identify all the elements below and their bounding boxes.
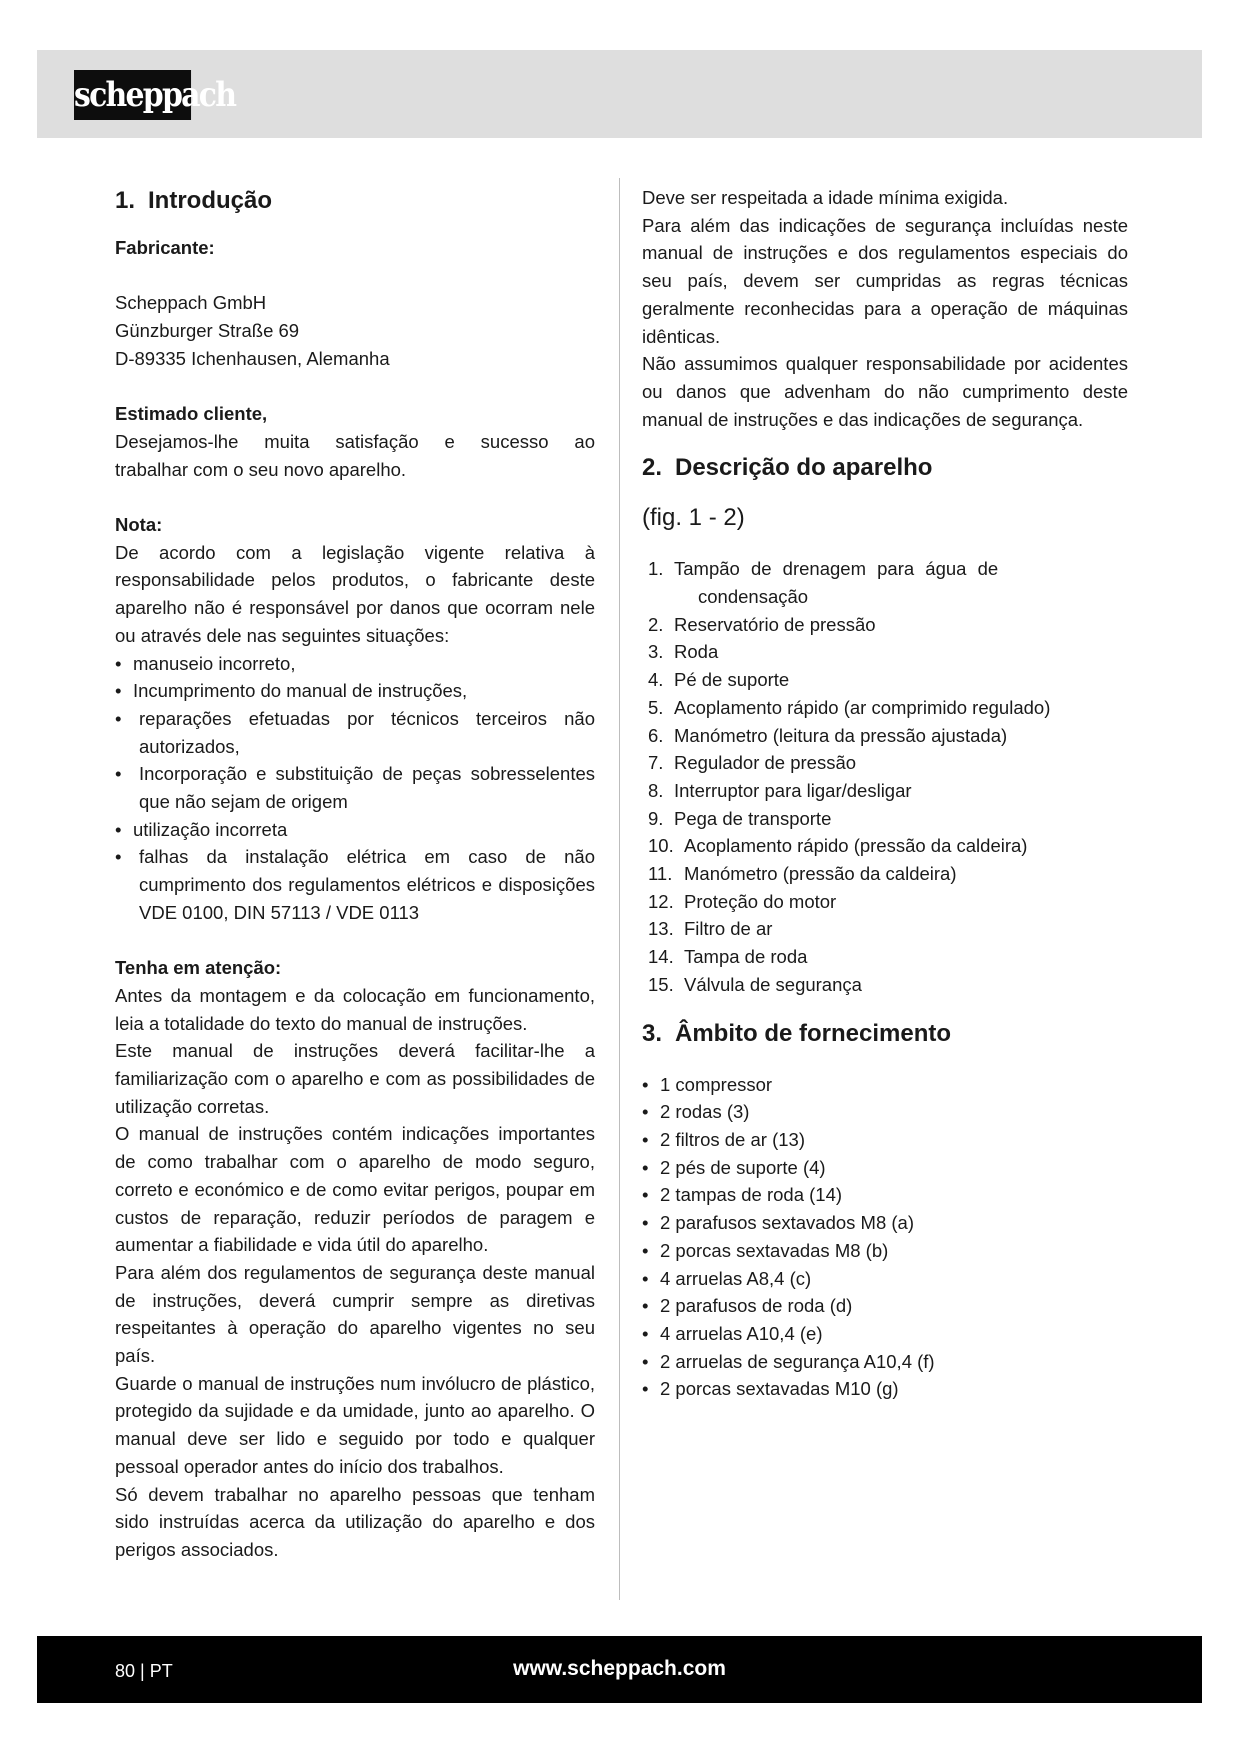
list-item: • 2 rodas (3) — [642, 1101, 750, 1123]
attention-label: Tenha em atenção: — [115, 957, 282, 979]
intro-paragraph: Não assumimos qualquer responsabilidade por acidentes ou danos que advenham do não cumprimento deste manual de instruções e das indicações de segurança. — [642, 353, 1128, 430]
list-item: 5. Acoplamento rápido (ar comprimido regulado) — [648, 696, 1051, 718]
list-item: 12. Proteção do motor — [648, 890, 837, 912]
list-item: 7. Regulador de pressão — [648, 752, 857, 774]
list-item: 3. Roda — [648, 641, 719, 663]
section-heading-introduction: 1. Introdução — [115, 187, 272, 214]
greeting-text-line-2: trabalhar com o seu novo aparelho. — [115, 458, 407, 480]
list-item: • 2 porcas sextavadas M8 (b) — [642, 1239, 889, 1261]
page-number: 80 | PT — [115, 1661, 173, 1681]
header-band — [37, 50, 1202, 138]
company-street: Günzburger Straße 69 — [115, 320, 300, 342]
list-item: • 2 tampas de roda (14) — [642, 1184, 843, 1206]
list-item: • Incumprimento do manual de instruções, — [115, 680, 468, 702]
left-column — [115, 186, 595, 1564]
list-item: • 2 pés de suporte (4) — [642, 1156, 826, 1178]
list-item: 2. Reservatório de pressão — [648, 613, 876, 635]
list-item: • 4 arruelas A10,4 (e) — [642, 1322, 823, 1344]
attention-paragraph: Para além dos regulamentos de segurança deste manual de instruções, deverá cumprir sempre as diretivas respeitantes à operação do aparelho vigentes no seu país. — [115, 1261, 595, 1367]
list-item: 10. Acoplamento rápido (pressão da caldeira) — [648, 835, 1028, 857]
list-item: • 2 porcas sextavadas M10 (g) — [642, 1378, 899, 1400]
list-item: 4. Pé de suporte — [648, 669, 790, 691]
list-item: • 1 compressor — [642, 1073, 773, 1095]
company-name: Scheppach GmbH — [115, 292, 267, 314]
section-heading-scope: 3. Âmbito de fornecimento — [642, 1019, 952, 1047]
attention-paragraph: Guarde o manual de instruções num invólucro de plástico, protegido da sujidade e da umidade, junto ao aparelho. O manual deve ser lido e seguido por todo e qualquer pessoal operador antes do início dos trabalhos. — [115, 1372, 595, 1477]
note-label: Nota: — [115, 513, 163, 535]
scope-list — [642, 1071, 1128, 1403]
website-link[interactable]: www.scheppach.com — [513, 1657, 726, 1680]
intro-paragraph: Deve ser respeitada a idade mínima exigida. — [642, 187, 1009, 208]
list-item: • 2 filtros de ar (13) — [642, 1128, 805, 1150]
list-item: • Incorporação e substituição de peças sobresselentes que não sejam de origem — [115, 763, 595, 813]
list-item: 14. Tampa de roda — [648, 946, 808, 968]
column-divider — [619, 178, 620, 1600]
list-item: 1. Tampão de drenagem para água de — [648, 558, 999, 580]
figure-reference: (fig. 1 - 2) — [642, 504, 745, 532]
list-item: 11. Manómetro (pressão da caldeira) — [648, 863, 957, 885]
attention-paragraph: Este manual de instruções deverá facilitar-lhe a familiarização com o aparelho e com as possibilidades de utilização corretas. — [115, 1040, 595, 1117]
attention-paragraph: Antes da montagem e da colocação em funcionamento, leia a totalidade do texto do manual de instruções. — [115, 984, 595, 1034]
attention-paragraph: O manual de instruções contém indicações importantes de como trabalhar com o aparelho de modo seguro, correto e económico e de como evitar perigos, poupar em custos de reparação, reduzir períodos de paragem e aumentar a fiabilidade e vida útil do aparelho. — [115, 1123, 595, 1256]
greeting: Estimado cliente, — [115, 403, 268, 425]
manufacturer-label: Fabricante: — [115, 237, 215, 258]
company-city: D-89335 Ichenhausen, Alemanha — [115, 347, 390, 369]
note-text: De acordo com a legislação vigente relativa à responsabilidade pelos produtos, o fabricante deste aparelho não é responsável por danos que ocorram nele ou através dele nas seguintes situações: — [115, 541, 595, 646]
list-item: • 2 parafusos de roda (d) — [642, 1295, 853, 1317]
section-heading-description: 2. Descrição do aparelho — [642, 454, 933, 482]
right-column — [642, 186, 1128, 1403]
list-item: • manuseio incorreto, — [115, 652, 296, 674]
attention-paragraph: Só devem trabalhar no aparelho pessoas que tenham sido instruídas acerca da utilização do aparelho e dos perigos associados. — [115, 1483, 595, 1560]
list-item: 13. Filtro de ar — [648, 918, 773, 940]
list-item: 6. Manómetro (leitura da pressão ajustada) — [648, 724, 1008, 746]
brand-logo: scheppach — [74, 70, 191, 120]
list-item: • 2 parafusos sextavados M8 (a) — [642, 1212, 914, 1234]
list-item: 15. Válvula de segurança — [648, 973, 862, 995]
list-item: • utilização incorreta — [115, 818, 288, 840]
list-item: • falhas da instalação elétrica em caso de não cumprimento dos regulamentos elétricos e disposições VDE 0100, DIN 57113 / VDE 0113 — [115, 846, 595, 923]
list-item: • reparações efetuadas por técnicos terceiros não autorizados, — [115, 707, 595, 757]
intro-paragraph: Para além das indicações de segurança incluídas neste manual de instruções e dos regulamentos especiais do seu país, devem ser cumpridas as regras técnicas geralmente reconhecidas para a operação de máquinas idênticas. — [642, 214, 1128, 347]
list-item: 8. Interruptor para ligar/desligar — [648, 779, 912, 801]
list-item: condensação — [698, 586, 809, 608]
parts-list — [642, 555, 1128, 998]
footer-bar — [37, 1636, 1202, 1703]
list-item: 9. Pega de transporte — [648, 807, 832, 829]
list-item: • 2 arruelas de segurança A10,4 (f) — [642, 1350, 935, 1372]
list-item: • 4 arruelas A8,4 (c) — [642, 1267, 812, 1289]
greeting-text-line-1: Desejamos-lhe muita satisfação e sucesso ao — [115, 430, 595, 452]
